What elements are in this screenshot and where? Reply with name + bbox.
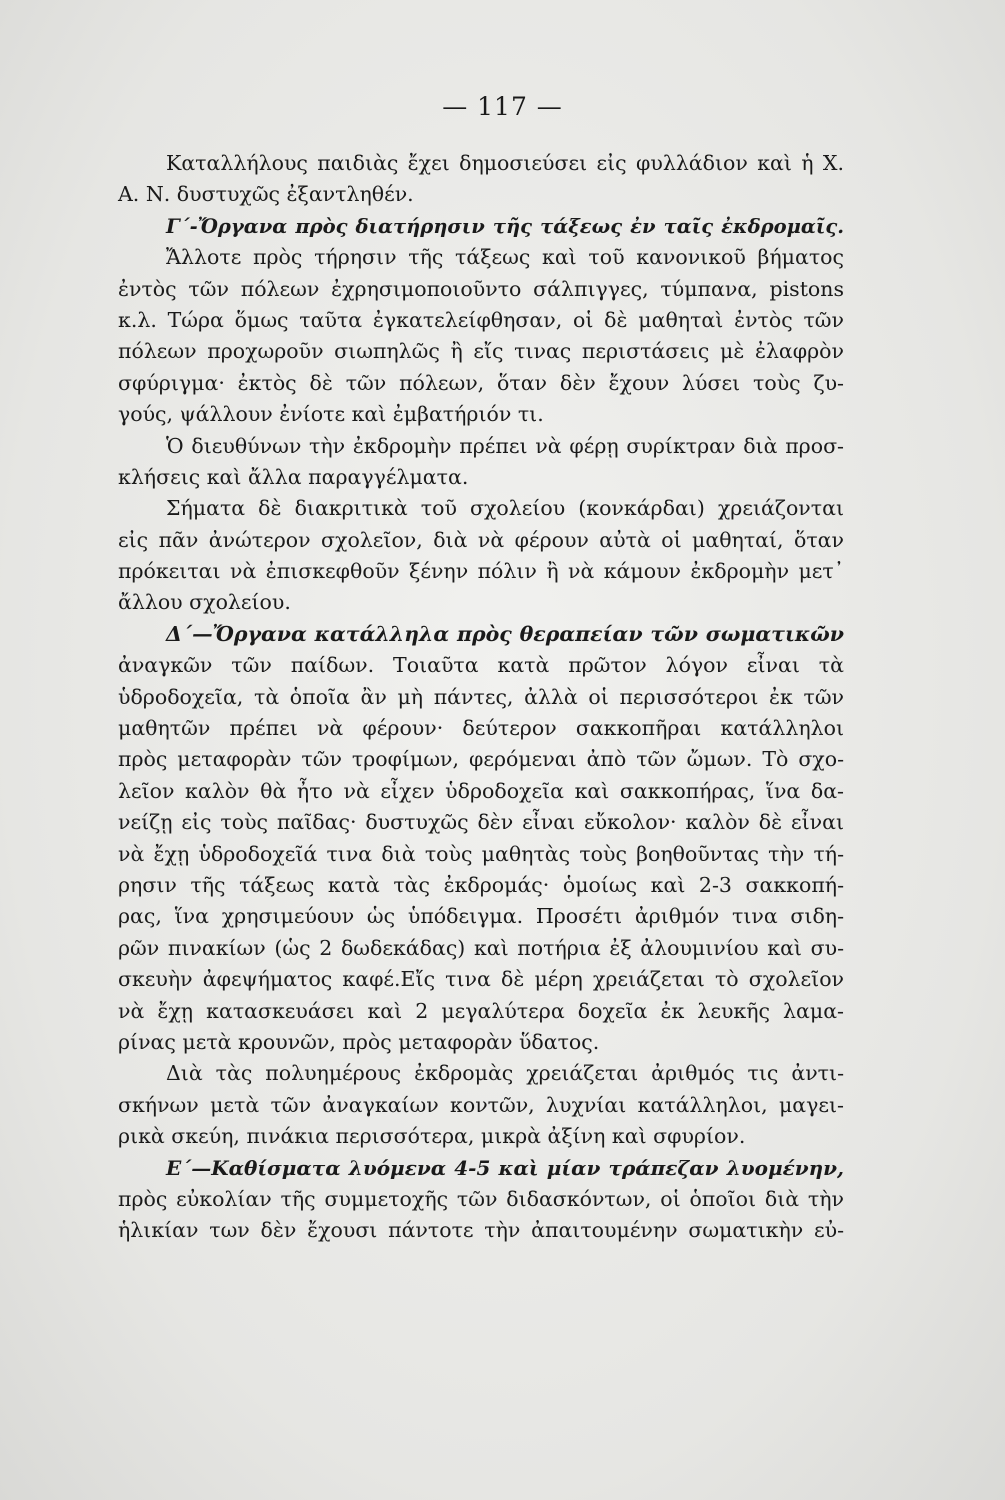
text-line: σκευὴν ἀφεψήματος καφέ.Εἴς τινα δὲ μέρη χρειάζεται τὸ σχολεῖον	[118, 967, 844, 992]
text-line: Σήματα δὲ διακριτικὰ τοῦ σχολείου (κονκάρδαι) χρειάζονται	[166, 496, 844, 521]
text-line: ρησιν τῆς τάξεως κατὰ τὰς ἐκδρομάς· ὁμοίως καὶ 2-3 σακκοπή-	[118, 872, 844, 897]
text-line: πόλεων προχωροῦν σιωπηλῶς ἢ εἴς τινας περιστάσεις μὲ ἐλαφρὸν	[118, 339, 844, 364]
text-line: σκήνων μετὰ τῶν ἀναγκαίων κοντῶν, λυχνίαι κατάλληλοι, μαγει-	[118, 1092, 844, 1117]
text-line: πρόκειται νὰ ἐπισκεφθοῦν ξένην πόλιν ἢ νὰ κάμουν ἐκδρομὴν μετ᾽	[118, 559, 844, 584]
text-line: ἡλικίαν των δὲν ἔχουσι πάντοτε τὴν ἀπαιτουμένην σωματικὴν εὐ-	[118, 1218, 844, 1243]
text-line: ὑδροδοχεῖα, τὰ ὁποῖα ἂν μὴ πάντες, ἀλλὰ οἱ περισσότεροι ἐκ τῶν	[118, 684, 844, 709]
text-line: Καταλλήλους παιδιὰς ἔχει δημοσιεύσει εἰς φυλλάδιον καὶ ἡ Χ.	[166, 151, 844, 175]
text-line: νὰ ἔχῃ ὑδροδοχεῖά τινα διὰ τοὺς μαθητὰς τοὺς βοηθοῦντας τὴν τή-	[118, 841, 844, 866]
text-line: πρὸς μεταφορὰν τῶν τροφίμων, φερόμεναι ἀπὸ τῶν ὤμων. Τὸ σχο-	[118, 747, 844, 772]
text-line: πρὸς εὐκολίαν τῆς συμμετοχῆς τῶν διδασκόντων, οἱ ὁποῖοι διὰ τὴν	[118, 1186, 844, 1211]
text-line: κλήσεις καὶ ἄλλα παραγγέλματα.	[118, 464, 469, 489]
text-line: Ὁ διευθύνων τὴν ἐκδρομὴν πρέπει νὰ φέρῃ συρίκτραν διὰ προσ-	[166, 433, 844, 458]
text-line: ρῶν πινακίων (ὡς 2 δωδεκάδας) καὶ ποτήρια ἐξ ἀλουμινίου καὶ συ-	[118, 935, 844, 960]
text-line: Ε΄—Καθίσματα λυόμενα 4-5 καὶ μίαν τράπεζαν λυομένην,	[166, 1155, 844, 1180]
text-line: νείζῃ εἰς τοὺς παῖδας· δυστυχῶς δὲν εἶναι εὔκολον· καλὸν δὲ εἶναι	[118, 810, 844, 835]
page-number: — 117 —	[442, 92, 563, 121]
text-line: ρίνας μετὰ κρουνῶν, πρὸς μεταφορὰν ὕδατος.	[118, 1029, 600, 1054]
text-line: Διὰ τὰς πολυημέρους ἐκδρομὰς χρειάζεται ἀριθμός τις ἀντι-	[166, 1061, 844, 1086]
text-line: νὰ ἔχῃ κατασκευάσει καὶ 2 μεγαλύτερα δοχεῖα ἐκ λευκῆς λαμα-	[118, 998, 844, 1023]
text-line: κ.λ. Τώρα ὅμως ταῦτα ἐγκατελείφθησαν, οἱ δὲ μαθηταὶ ἐντὸς τῶν	[118, 307, 844, 332]
text-line: Ἄλλοτε πρὸς τήρησιν τῆς τάξεως καὶ τοῦ κανονικοῦ βήματος	[166, 245, 844, 270]
text-line: ἐντὸς τῶν πόλεων ἐχρησιμοποιοῦντο σάλπιγγες, τύμπανα, pistons	[118, 276, 844, 301]
text-line: ἄλλου σχολείου.	[118, 590, 291, 615]
text-line: Α. Ν. δυστυχῶς ἐξαντληθέν.	[118, 182, 414, 207]
text-line: σφύριγμα· ἐκτὸς δὲ τῶν πόλεων, ὅταν δὲν ἔχουν λύσει τοὺς ζυ-	[118, 370, 844, 395]
text-line: γούς, ψάλλουν ἐνίοτε καὶ ἐμβατήριόν τι.	[118, 402, 544, 427]
text-line: μαθητῶν πρέπει νὰ φέρουν· δεύτερον σακκοπῆραι κατάλληλοι	[118, 716, 844, 741]
text-line: Δ΄—Ὄργανα κατάλληλα πρὸς θεραπείαν τῶν σωματικῶν	[166, 621, 844, 646]
text-line: εἰς πᾶν ἀνώτερον σχολεῖον, διὰ νὰ φέρουν αὐτὰ οἱ μαθηταί, ὅταν	[118, 527, 844, 552]
text-line: ἀναγκῶν τῶν παίδων. Τοιαῦτα κατὰ πρῶτον λόγον εἶναι τὰ	[118, 653, 844, 678]
text-line: Γ΄-Ὄργανα πρὸς διατήρησιν τῆς τάξεως ἐν ταῖς ἐκδρομαῖς.	[166, 214, 844, 238]
text-line: ρικὰ σκεύη, πινάκια περισσότερα, μικρὰ ἀξίνη καὶ σφυρίον.	[118, 1124, 746, 1149]
body-text	[118, 148, 844, 1247]
text-line: λεῖον καλὸν θὰ ἦτο νὰ εἶχεν ὑδροδοχεῖα καὶ σακκοπήρας, ἵνα δα-	[118, 778, 844, 803]
text-line: ρας, ἵνα χρησιμεύουν ὡς ὑπόδειγμα. Προσέτι ἀριθμόν τινα σιδη-	[118, 904, 844, 929]
